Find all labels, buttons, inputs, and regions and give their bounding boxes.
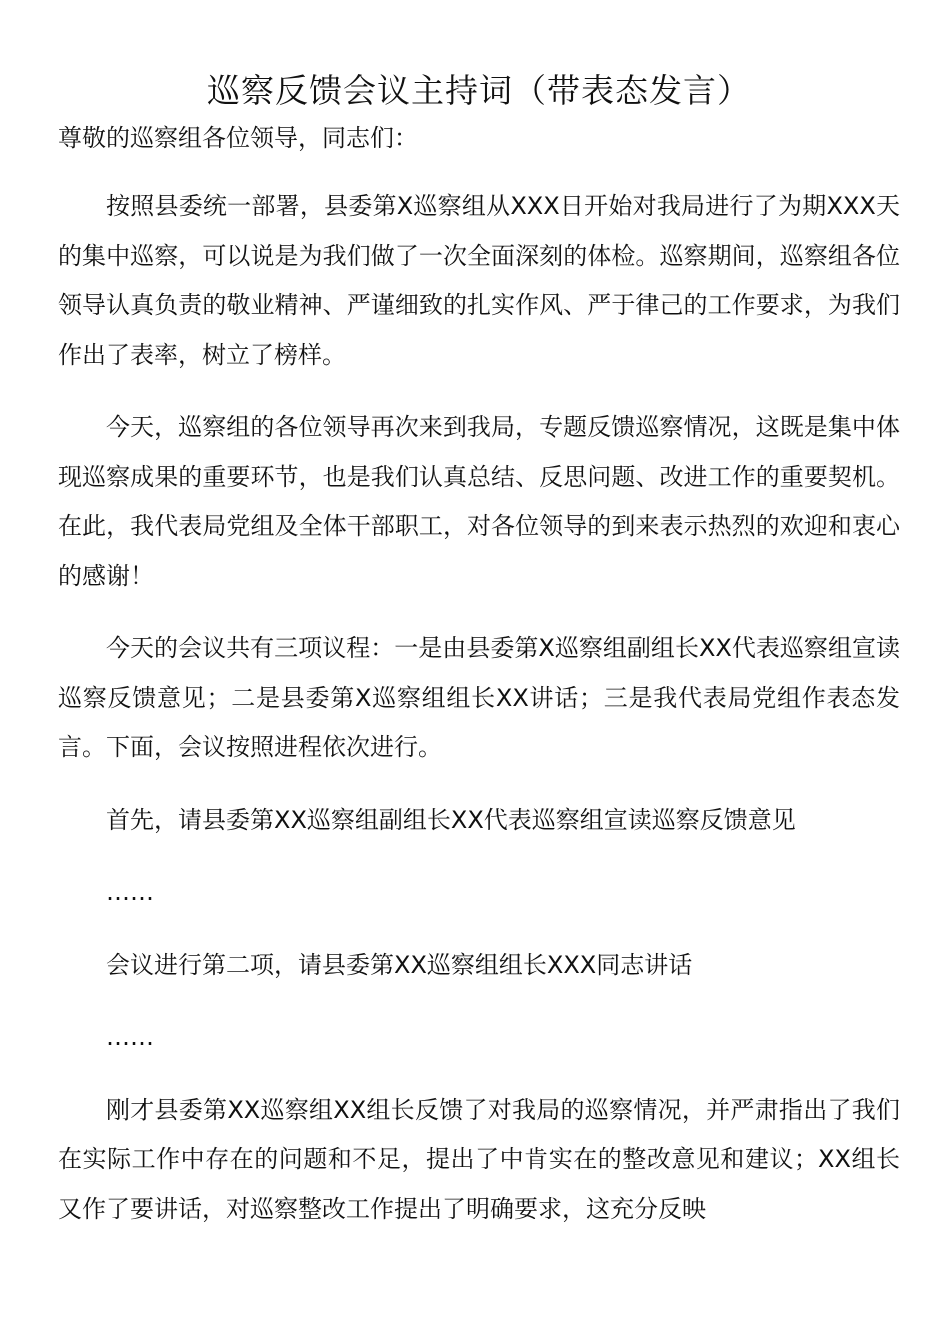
- paragraph-intro: 按照县委统一部署，县委第X巡察组从XXX日开始对我局进行了为期XXX天的集中巡察，可以说是为我们做了一次全面深刻的体检。巡察期间，巡察组各位领导认真负责的敬业精神、严谨细致的扎实作风、严于律己的工作要求，为我们作出了表率，树立了榜样。: [58, 192, 900, 369]
- paragraph-second-item: 会议进行第二项，请县委第XX巡察组组长XXX同志讲话: [106, 950, 693, 979]
- paragraph-summary: 刚才县委第XX巡察组XX组长反馈了对我局的巡察情况，并严肃指出了我们在实际工作中存在的问题和不足，提出了中肯实在的整改意见和建议；XX组长又作了要讲话，对巡察整改工作提出了明确要求，这充分反映: [58, 1095, 900, 1223]
- paragraph-first-item: 首先，请县委第XX巡察组副组长XX代表巡察组宣读巡察反馈意见: [106, 805, 796, 834]
- document-page: [58, 66, 900, 1257]
- paragraph-welcome: 今天，巡察组的各位领导再次来到我局，专题反馈巡察情况，这既是集中体现巡察成果的重要环节，也是我们认真总结、反思问题、改进工作的重要契机。在此，我代表局党组及全体干部职工，对各位领导的到来表示热烈的欢迎和衷心的感谢！: [58, 413, 900, 590]
- ellipsis-1: ……: [106, 878, 154, 906]
- greeting-line: 尊敬的巡察组各位领导，同志们：: [58, 124, 418, 152]
- paragraph-agenda: 今天的会议共有三项议程：一是由县委第X巡察组副组长XX代表巡察组宣读巡察反馈意见；二是县委第X巡察组组长XX讲话；三是我代表局党组作表态发言。下面，会议按照进程依次进行。: [58, 634, 900, 761]
- ellipsis-2: ……: [106, 1023, 154, 1051]
- document-title: 巡察反馈会议主持词（带表态发言）: [207, 71, 751, 110]
